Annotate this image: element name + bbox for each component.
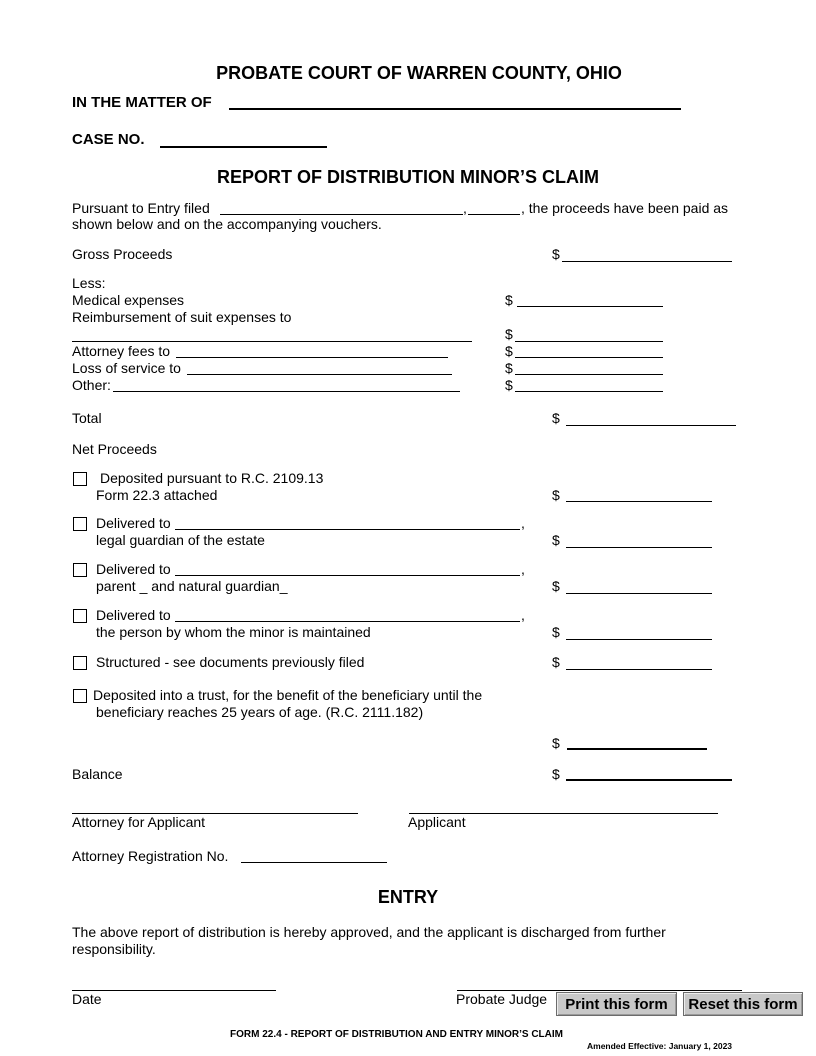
currency-sign: $ [552,624,560,640]
medical-label: Medical expenses [72,292,185,308]
currency-sign: $ [552,735,560,751]
loss-of-service-amount-field[interactable] [515,374,663,375]
form-footer: FORM 22.4 - REPORT OF DISTRIBUTION AND ENTRY MINOR’S CLAIM [230,1029,563,1040]
trust-amount-field[interactable] [567,748,707,750]
delivered-guardian-checkbox[interactable] [73,517,87,531]
delivered-parent-to-field[interactable] [175,575,520,576]
entry-text-2: responsibility. [72,941,156,957]
maintainer-label: the person by whom the minor is maintained [96,624,371,640]
other-amount-field[interactable] [515,391,663,392]
judge-label: Probate Judge [456,991,548,1007]
total-amount-field[interactable] [566,425,736,426]
entry-filed-field[interactable] [220,214,463,215]
entry-title: ENTRY [377,887,439,907]
currency-sign: $ [552,487,560,503]
entry-text-1: The above report of distribution is hereby approved, and the applicant is discharged from further [72,924,666,940]
attorney-fees-to-field[interactable] [176,357,448,358]
currency-sign: $ [505,343,513,359]
case-number-field[interactable] [160,146,327,148]
net-proceeds-label: Net Proceeds [72,441,157,457]
delivered-guardian-amount-field[interactable] [566,547,712,548]
delivered-guardian-to-field[interactable] [175,529,520,530]
currency-sign: $ [505,360,513,376]
print-form-button[interactable]: Print this form [556,992,677,1016]
trust-label-2: beneficiary reaches 25 years of age. (R.C. 2111.182) [96,704,424,720]
delivered-label: Delivered to [96,561,171,577]
currency-sign: $ [552,410,560,426]
intro-text-2: , the proceeds have been paid as [521,200,729,216]
structured-amount-field[interactable] [566,669,712,670]
currency-sign: $ [552,532,560,548]
currency-sign: $ [505,326,513,342]
less-label: Less: [72,275,106,291]
other-to-field[interactable] [113,391,460,392]
applicant-signature-label: Applicant [408,814,466,830]
delivered-maintainer-checkbox[interactable] [73,609,87,623]
intro-text-3: shown below and on the accompanying vouchers. [72,216,382,232]
matter-field[interactable] [229,108,681,110]
currency-sign: $ [505,377,513,393]
comma: , [521,561,525,577]
case-label: CASE NO. [72,131,145,148]
deposited-label-1: Deposited pursuant to R.C. 2109.13 [100,470,324,486]
intro-comma: , [463,200,467,216]
structured-checkbox[interactable] [73,656,87,670]
balance-amount-field[interactable] [566,779,732,781]
reimbursement-label: Reimbursement of suit expenses to [72,309,292,325]
reimbursement-amount-field[interactable] [515,341,663,342]
total-label: Total [72,410,102,426]
comma: , [521,515,525,531]
parent-guardian-label: parent _ and natural guardian_ [96,578,288,594]
reset-form-button[interactable]: Reset this form [683,992,803,1016]
date-line[interactable] [72,990,276,991]
loss-of-service-label: Loss of service to [72,360,181,376]
matter-label: IN THE MATTER OF [72,94,212,111]
delivered-parent-amount-field[interactable] [566,593,712,594]
currency-sign: $ [505,292,513,308]
delivered-label: Delivered to [96,607,171,623]
currency-sign: $ [552,246,560,262]
intro-text-1: Pursuant to Entry filed [72,200,210,216]
deposited-label-2: Form 22.3 attached [96,487,218,503]
entry-year-field[interactable] [468,214,520,215]
delivered-label: Delivered to [96,515,171,531]
delivered-maintainer-amount-field[interactable] [566,639,712,640]
deposited-amount-field[interactable] [566,501,712,502]
medical-amount-field[interactable] [517,306,663,307]
attorney-signature-label: Attorney for Applicant [72,814,206,830]
registration-field[interactable] [241,862,387,863]
loss-of-service-to-field[interactable] [187,374,452,375]
currency-sign: $ [552,766,560,782]
gross-label: Gross Proceeds [72,246,173,262]
guardian-estate-label: legal guardian of the estate [96,532,265,548]
report-title: REPORT OF DISTRIBUTION MINOR’S CLAIM [217,167,599,187]
delivered-maintainer-to-field[interactable] [175,621,520,622]
trust-checkbox[interactable] [73,689,87,703]
trust-label-1: Deposited into a trust, for the benefit of the beneficiary until the [93,687,483,703]
amended-date: Amended Effective: January 1, 2023 [587,1041,733,1051]
attorney-fees-amount-field[interactable] [515,357,663,358]
other-label: Other: [72,377,111,393]
registration-label: Attorney Registration No. [72,848,229,864]
structured-label: Structured - see documents previously filed [96,654,365,670]
attorney-fees-label: Attorney fees to [72,343,171,359]
currency-sign: $ [552,654,560,670]
comma: , [521,607,525,623]
gross-amount-field[interactable] [562,261,732,262]
date-label: Date [72,991,102,1007]
deposited-checkbox[interactable] [73,472,87,486]
reimbursement-to-field[interactable] [72,341,472,342]
court-title: PROBATE COURT OF WARREN COUNTY, OHIO [216,63,622,83]
delivered-parent-checkbox[interactable] [73,563,87,577]
currency-sign: $ [552,578,560,594]
balance-label: Balance [72,766,123,782]
